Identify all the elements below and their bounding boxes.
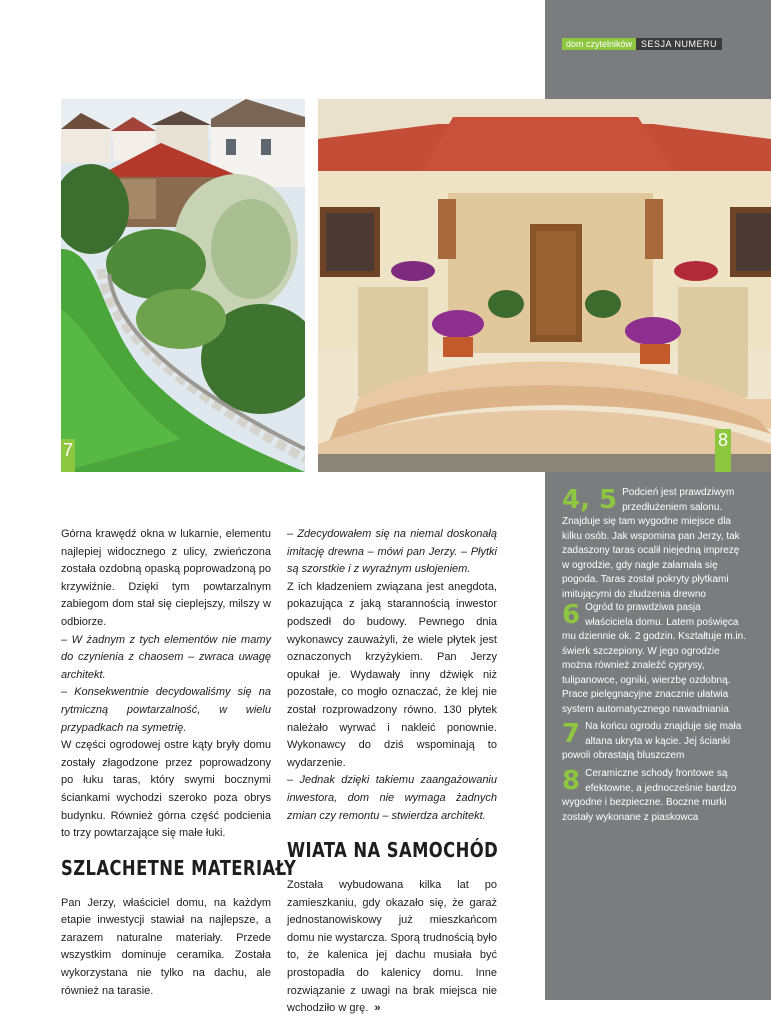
- quote: – Konsekwentnie decydowaliśmy się na rytmiczną powtarzalność, w wielu przypadkach na symetrię.: [61, 686, 271, 734]
- text-column-2: [287, 526, 497, 1018]
- text-column-1: [61, 526, 297, 1000]
- section-tag: [562, 38, 722, 50]
- caption-8: [562, 767, 747, 825]
- section-label: dom czytelników: [562, 38, 636, 50]
- photo-number-7: 7: [63, 440, 74, 460]
- caption-text: Na końcu ogrodu znajduje się mała altana ukryta w kącie. Jej ścianki powoli obrastają bluszczem: [562, 721, 742, 761]
- caption-text: Podcień jest prawdziwym przedłużeniem salonu. Znajduje się tam wygodne miejsce dla kilku osób. Jak wspomina pan Jerzy, tak zadaszony taras ocalił niejedną imprezę w ogrodzie, gdy nagle załamała się pogoda. Taras został pokryty płytkami imitującymi do złudzenia drewno: [562, 487, 740, 600]
- caption-number: 8: [562, 766, 581, 796]
- section-heading: SZLACHETNE MATERIAŁY: [61, 855, 297, 880]
- paragraph-text: Została wybudowana kilka lat po zamieszkaniu, gdy okazało się, że garaż jednostanowiskowy już mieszkańcom domu nie wystarcza. Sporą trudnością było to, że kalenica jej dachu musiała być prostopadła do kalenicy domu. Inne rozwiązanie z uwagi na brak miejsca nie wchodziło w grę.: [287, 879, 497, 1015]
- caption-number: 7: [562, 719, 581, 749]
- paragraph: Z ich kładzeniem związana jest anegdota, pokazująca z jaką starannością inwestor podszedł do budowy. Pewnego dnia wykonawcy zauważyli, że wiele płytek jest oznaczonych krzyżykiem. Pan Jerzy opukał je. Wydawały inny dźwięk niż pozostałe, co mogło oznaczać, że klej nie został rozprowadzony równo. 130 płytek należało wyrwać i nakleić ponownie. Wykonawcy do dziś wspominają to wydarzenie.: [287, 580, 497, 769]
- photo-number-8: 8: [718, 430, 729, 450]
- caption-number: 6: [562, 600, 581, 630]
- continue-marker: »: [374, 1002, 381, 1015]
- section-heading: WIATA NA SAMOCHÓD: [287, 838, 499, 863]
- paragraph: W części ogrodowej ostre kąty bryły domu zostały złagodzone przez poprowadzony po łuku taras, który swymi bocznymi ściankami wychodzi szeroko poza obrys budynku. Również górna część podcienia to trzy powtarzające się małe łuki.: [61, 739, 271, 840]
- caption-number: 4, 5: [562, 485, 618, 515]
- quote: – W żadnym z tych elementów nie mamy do czynienia z chaosem – zwraca uwagę architekt.: [61, 633, 271, 681]
- paragraph: Górna krawędź okna w lukarnie, elementu najlepiej widocznego z ulicy, zwieńczona została ozdobną opaską poprowadzoną po krzywiźnie. Dzięki tym powtarzalnym zabiegom dom stał się cieplejszy, milszy w odbiorze.: [61, 528, 271, 628]
- quote: – Zdecydowałem się na niemal doskonałą imitację drewna – mówi pan Jerzy. – Płytki są szorstkie i z wyraźnym usłojeniem.: [287, 528, 497, 576]
- caption-text: Ogród to prawdziwa pasja właściciela domu. Latem poświęca mu dziennie ok. 2 godzin. Kształtuje m.in. świerk szczepiony. W jego ogrodzie można również znaleźć cyprysy, tulipanowce, ogniki, wierzbę ozdobną. Prace pielęgnacyjne znacznie ułatwia system automatycznego nawadniania: [562, 602, 746, 715]
- paragraph: Pan Jerzy, właściciel domu, na każdym etapie inwestycji stawiał na najlepsze, a zarazem naturalne materiały. Przede wszystkim dominuje ceramika. Została wykorzystana nie tylko na dachu, ale również na tarasie.: [61, 896, 271, 997]
- caption-text: Ceramiczne schody frontowe są efektowne, a jednocześnie bardzo wygodne i bezpieczne. Boczne murki zostały wykonane z piaskowca: [562, 768, 737, 823]
- caption-4-5: [562, 486, 747, 602]
- quote: – Jednak dzięki takiemu zaangażowaniu inwestora, dom nie wymaga żadnych zmian czy remontu – stwierdza architekt.: [287, 774, 497, 822]
- paragraph: [287, 877, 497, 1018]
- subsection-label: SESJA NUMERU: [636, 38, 722, 50]
- porch-photo: [318, 99, 771, 472]
- caption-6: [562, 601, 747, 717]
- caption-7: [562, 720, 747, 764]
- garden-photo: [61, 99, 305, 472]
